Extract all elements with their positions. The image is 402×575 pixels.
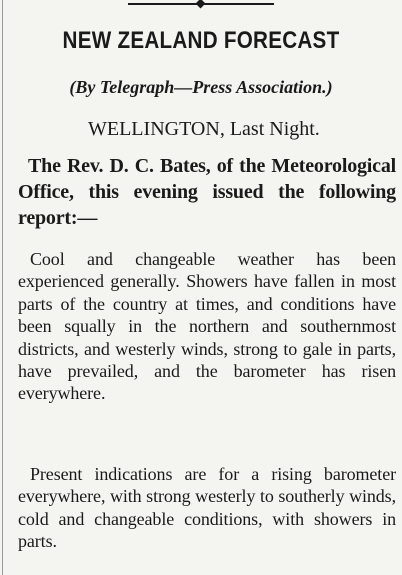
byline: (By Telegraph—Press Association.) <box>69 77 333 97</box>
ornament-rule <box>128 0 274 10</box>
body-paragraph: Cool and changeable weather has been experienced generally. Showers have fallen in most parts of the country at times, and conditions have been squally in the northern and southernmost districts, and westerly winds, strong to gale in parts, have prevailed, and the barometer has risen everywhere. <box>18 249 396 404</box>
body-paragraph: Present indications are for a rising barometer everywhere, with strong westerly to southerly winds, cold and changeable conditions, with showers in parts. <box>18 464 396 552</box>
intro-paragraph: The Rev. D. C. Bates, of the Meteorological Office, this evening issued the following report:— <box>18 155 396 229</box>
dateline: WELLINGTON, Last Night. <box>88 118 320 140</box>
ornament-diamond-icon <box>196 0 206 8</box>
headline: NEW ZEALAND FORECAST <box>62 27 340 54</box>
